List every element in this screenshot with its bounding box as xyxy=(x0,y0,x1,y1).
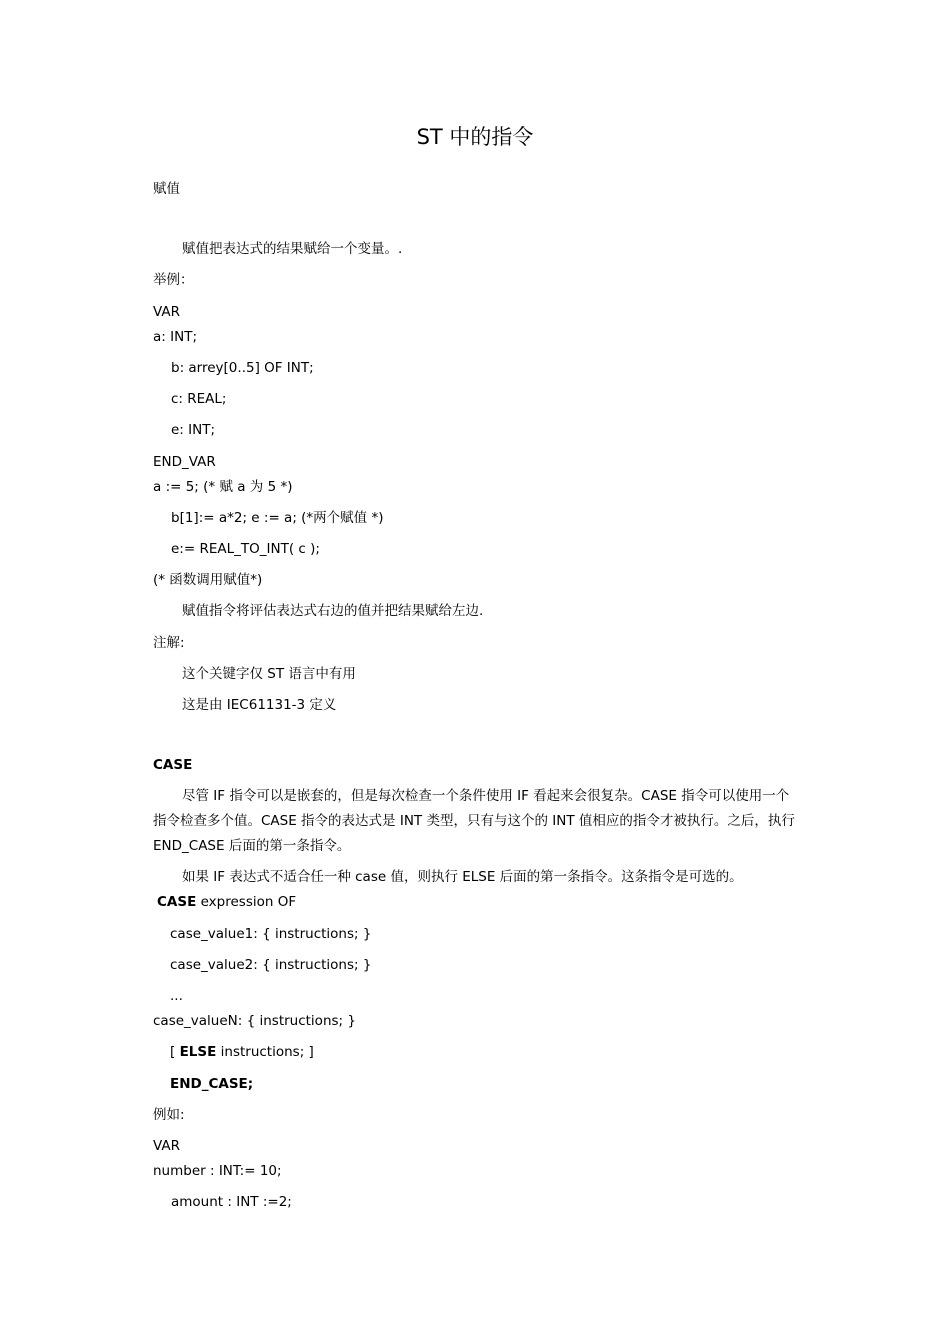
section-heading-assignment: 赋值 xyxy=(153,181,180,197)
case-syntax-line: case_value2: { instructions; } xyxy=(170,957,372,973)
assignment-intro: 赋值把表达式的结果赋给一个变量。. xyxy=(182,241,403,257)
section-heading-case: CASE xyxy=(153,757,193,773)
page-title: ST 中的指令 xyxy=(416,125,534,149)
code-line: number : INT:= 10; xyxy=(153,1163,282,1179)
case-paragraph-1: 尽管 IF 指令可以是嵌套的，但是每次检查一个条件使用 IF 看起来会很复杂。CASE 指令可以使用一个指令检查多个值。CASE 指令的表达式是 INT 类型，只有与这个的 INT 值相应的指令才被执行。之后，执行 END_CASE 后面的第一条指令。 xyxy=(153,788,795,854)
code-line: a: INT; xyxy=(153,329,197,345)
example-label: 例如: xyxy=(153,1107,185,1123)
note-label: 注解: xyxy=(153,635,185,651)
assignment-explanation: 赋值指令将评估表达式右边的值并把结果赋给左边. xyxy=(182,603,484,619)
else-keyword: ELSE xyxy=(179,1044,217,1060)
code-line: VAR xyxy=(153,1138,180,1154)
example-label: 举例： xyxy=(153,272,194,288)
case-syntax-line xyxy=(157,893,296,911)
code-line: END_VAR xyxy=(153,454,216,470)
case-syntax-line: case_valueN: { instructions; } xyxy=(153,1013,356,1029)
code-line: (* 函数调用赋值*) xyxy=(153,572,263,588)
case-syntax-line: case_value1: { instructions; } xyxy=(170,926,372,942)
code-line: a := 5; (* 赋 a 为 5 *) xyxy=(153,479,293,495)
code-line: e:= REAL_TO_INT( c ); xyxy=(171,541,320,557)
code-line: e: INT; xyxy=(171,422,216,438)
code-line: VAR xyxy=(153,304,180,320)
case-syntax-line: ... xyxy=(170,988,183,1004)
note-item: 这是由 IEC61131-3 定义 xyxy=(182,697,337,713)
case-expression: expression OF xyxy=(196,894,297,910)
case-paragraph-2: 如果 IF 表达式不适合任一种 case 值，则执行 ELSE 后面的第一条指令。这条指令是可选的。 xyxy=(182,869,743,885)
code-line: b: arrey[0..5] OF INT; xyxy=(171,360,314,376)
code-line: c: REAL; xyxy=(171,391,227,407)
code-line: amount : INT :=2; xyxy=(171,1194,292,1210)
case-syntax-line: [ ELSE instructions; ] xyxy=(170,1044,314,1060)
note-item: 这个关键字仅 ST 语言中有用 xyxy=(182,666,356,682)
case-keyword: CASE xyxy=(157,894,197,910)
end-case-keyword: END_CASE; xyxy=(170,1076,254,1092)
code-line: b[1]:= a*2; e := a; (*两个赋值 *) xyxy=(171,510,384,526)
